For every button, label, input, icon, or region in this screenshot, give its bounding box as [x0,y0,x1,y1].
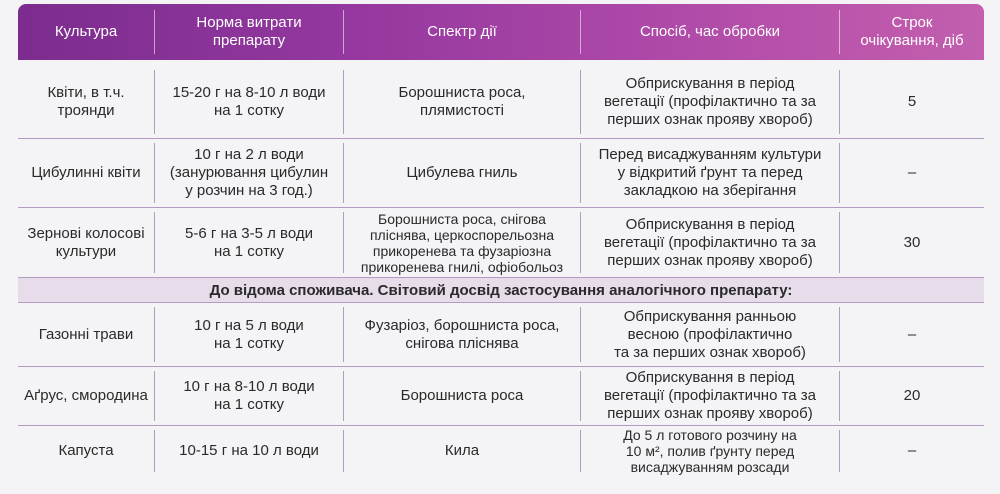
cell-spectrum: Фузаріоз, борошниста роса, снігова пліснява [364,316,560,352]
table-header [18,4,984,60]
cell-crop: Цибулинні квіти [31,164,141,181]
table-row [18,139,984,208]
cell-waiting: 5 [907,93,917,110]
cell-crop: Аґрус, смородина [24,387,148,404]
header-spectrum: Спектр дії [427,23,497,40]
cell-waiting: – [907,164,917,181]
cell-rate: 10 г на 2 л води (занурювання цибулин у розчин на 3 год.) [169,146,329,199]
cell-rate: 15-20 г на 8-10 л води на 1 сотку [172,84,326,119]
cell-rate: 5-6 г на 3-5 л води на 1 сотку [185,224,313,260]
cell-crop: Зернові колосові культури [27,224,145,260]
consumer-notice: До відома споживача. Світовий досвід застосування аналогічного препарату: [18,278,984,303]
cell-method: Обприскування в період вегетації (профілактично та за перших ознак прояву хвороб) [603,369,817,422]
header-crop: Культура [54,23,118,40]
table-row [18,303,984,367]
header-rate: Норма витрати препарату [196,14,302,49]
header-waiting: Строк очікування, діб [860,14,964,49]
cell-crop: Газонні трави [38,325,134,343]
cell-method: Перед висаджуванням культури у відкритий ґрунт та перед закладкою на зберігання [598,146,822,199]
table-row [18,66,984,139]
table-row [18,367,984,426]
table-row [18,426,984,476]
cell-spectrum: Цибулева гниль [406,164,518,181]
header-method: Спосіб, час обробки [639,23,781,40]
cell-spectrum: Кила [444,442,480,459]
cell-spectrum: Борошниста роса, снігова пліснява, церкоспорельозна прикоренева та фузаріозна прикоренева гнилі, офіобольоз [360,210,564,275]
cell-method: Обприскування в період вегетації (профілактично та за перших ознак прояву хвороб) [603,75,817,128]
cell-crop: Квіти, в т.ч. троянди [47,84,125,119]
cell-spectrum: Борошниста роса, плямистості [398,84,526,119]
cell-crop: Капуста [58,442,114,459]
cell-method: До 5 л готового розчину на 10 м², полив ґрунту перед висаджуванням розсади [623,427,797,475]
cell-waiting: – [907,325,917,343]
cell-method: Обприскування в період вегетації (профілактично та за перших ознак прояву хвороб) [603,215,817,269]
cell-spectrum: Борошниста роса [400,387,524,404]
cell-rate: 10 г на 8-10 л води на 1 сотку [183,378,315,413]
cell-rate: 10-15 г на 10 л води [179,442,319,459]
cell-method: Обприскування ранньою весною (профілактично та за перших ознак хвороб) [614,307,806,361]
cell-waiting: – [907,442,917,459]
cell-waiting: 30 [903,233,921,251]
cell-waiting: 20 [903,387,921,404]
cell-rate: 10 г на 5 л води на 1 сотку [194,316,304,352]
table-row [18,208,984,278]
